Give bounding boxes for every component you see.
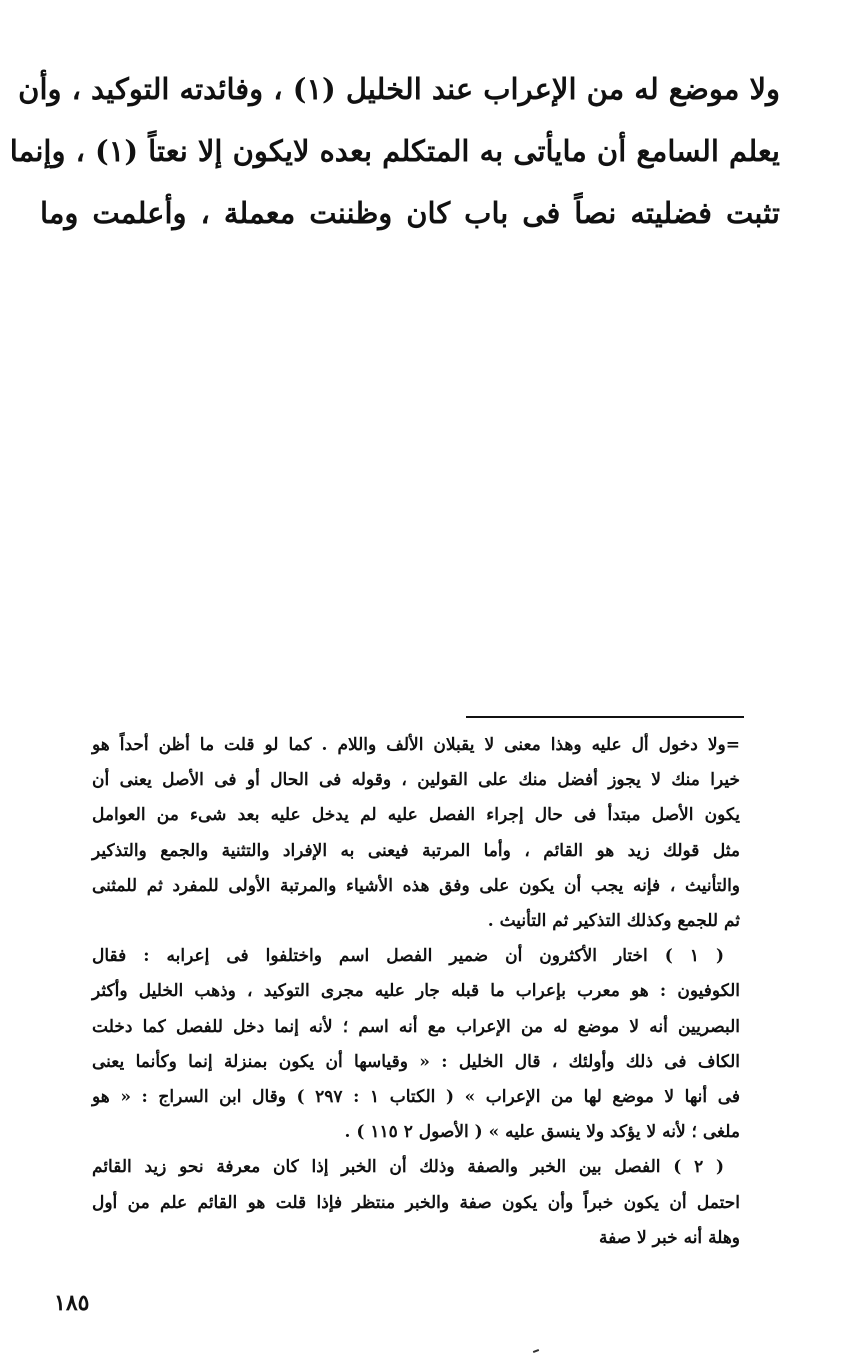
footnote-line: يكون الأصل مبتدأ فى حال إجراء الفصل عليه لم يدخل عليه بعد شىء من العوامل	[92, 805, 740, 826]
main-text-line: تثبت فضليته نصاً فى باب كان وظننت معملة ، وأعلمت وما	[40, 196, 780, 230]
page-number: ١٨٥	[54, 1290, 90, 1316]
main-text-line: يعلم السامع أن مايأتى به المتكلم بعده لايكون إلا نعتاً (١) ، وإنما	[9, 134, 780, 168]
main-text-line: ولا موضع له من الإعراب عند الخليل (١) ، وفائدته التوكيد ، وأن	[18, 72, 780, 106]
footnote-line: فى أنها لا موضع لها من الإعراب » ( الكتاب ١ : ٢٩٧ ) وقال ابن السراج : « هو	[92, 1087, 741, 1108]
footnote-line: والتأنيث ، فإنه يجب أن يكون على وفق هذه الأشياء والمرتبة الأولى للمفرد ثم للمثنى	[92, 875, 740, 896]
footnote-line: وهلة أنه خبر لا صفة	[598, 1227, 740, 1248]
footnote-line: البصريين أنه لا موضع له من الإعراب مع أنه اسم ؛ لأنه إنما دخل للفصل كما دخلت	[92, 1016, 740, 1037]
footnote-line: الكوفيون : هو معرب بإعراب ما قبله جار عليه مجرى التوكيد ، وذهب الخليل وأكثر	[92, 981, 740, 1002]
footnote-line: ( ٢ ) الفصل بين الخبر والصفة وذلك أن الخبر إذا كان معرفة نحو زيد القائم	[92, 1157, 724, 1178]
footnote-line: خيرا منك لا يجوز أفضل منك على القولين ، وقوله فى الحال أو فى الأصل يعنى أن	[92, 770, 740, 791]
footnote-line: احتمل أن يكون خبراً وأن يكون صفة والخبر منتظر فإذا قلت هو القائم علم من أول	[92, 1192, 740, 1213]
footnote-line: ملغى ؛ لأنه لا يؤكد ولا ينسق عليه » ( الأصول ٢ ١١٥ ) .	[344, 1122, 740, 1143]
footnote-line: ثم للجمع وكذلك التذكير ثم التأنيث .	[487, 911, 740, 932]
footnote-line: =ولا دخول أل عليه وهذا معنى لا يقبلان الألف واللام . كما لو قلت ما أظن أحداً هو	[92, 735, 740, 755]
footnote-line: الكاف فى ذلك وأولئك ، قال الخليل : « وقياسها أن يكون بمنزلة إنما وكأنما يعنى	[92, 1051, 740, 1072]
footnote-line: ( ١ ) اختار الأكثرون أن ضمير الفصل اسم واختلفوا فى إعرابه : فقال	[92, 946, 724, 967]
footnote-line: مثل قولك زيد هو القائم ، وأما المرتبة فيعنى به الإفراد والتثنية والجمع والتذكير	[92, 840, 740, 861]
main-text	[9, 58, 780, 244]
footnote-separator	[466, 716, 744, 718]
footnotes	[92, 728, 740, 1256]
scan-speck	[533, 1349, 539, 1353]
